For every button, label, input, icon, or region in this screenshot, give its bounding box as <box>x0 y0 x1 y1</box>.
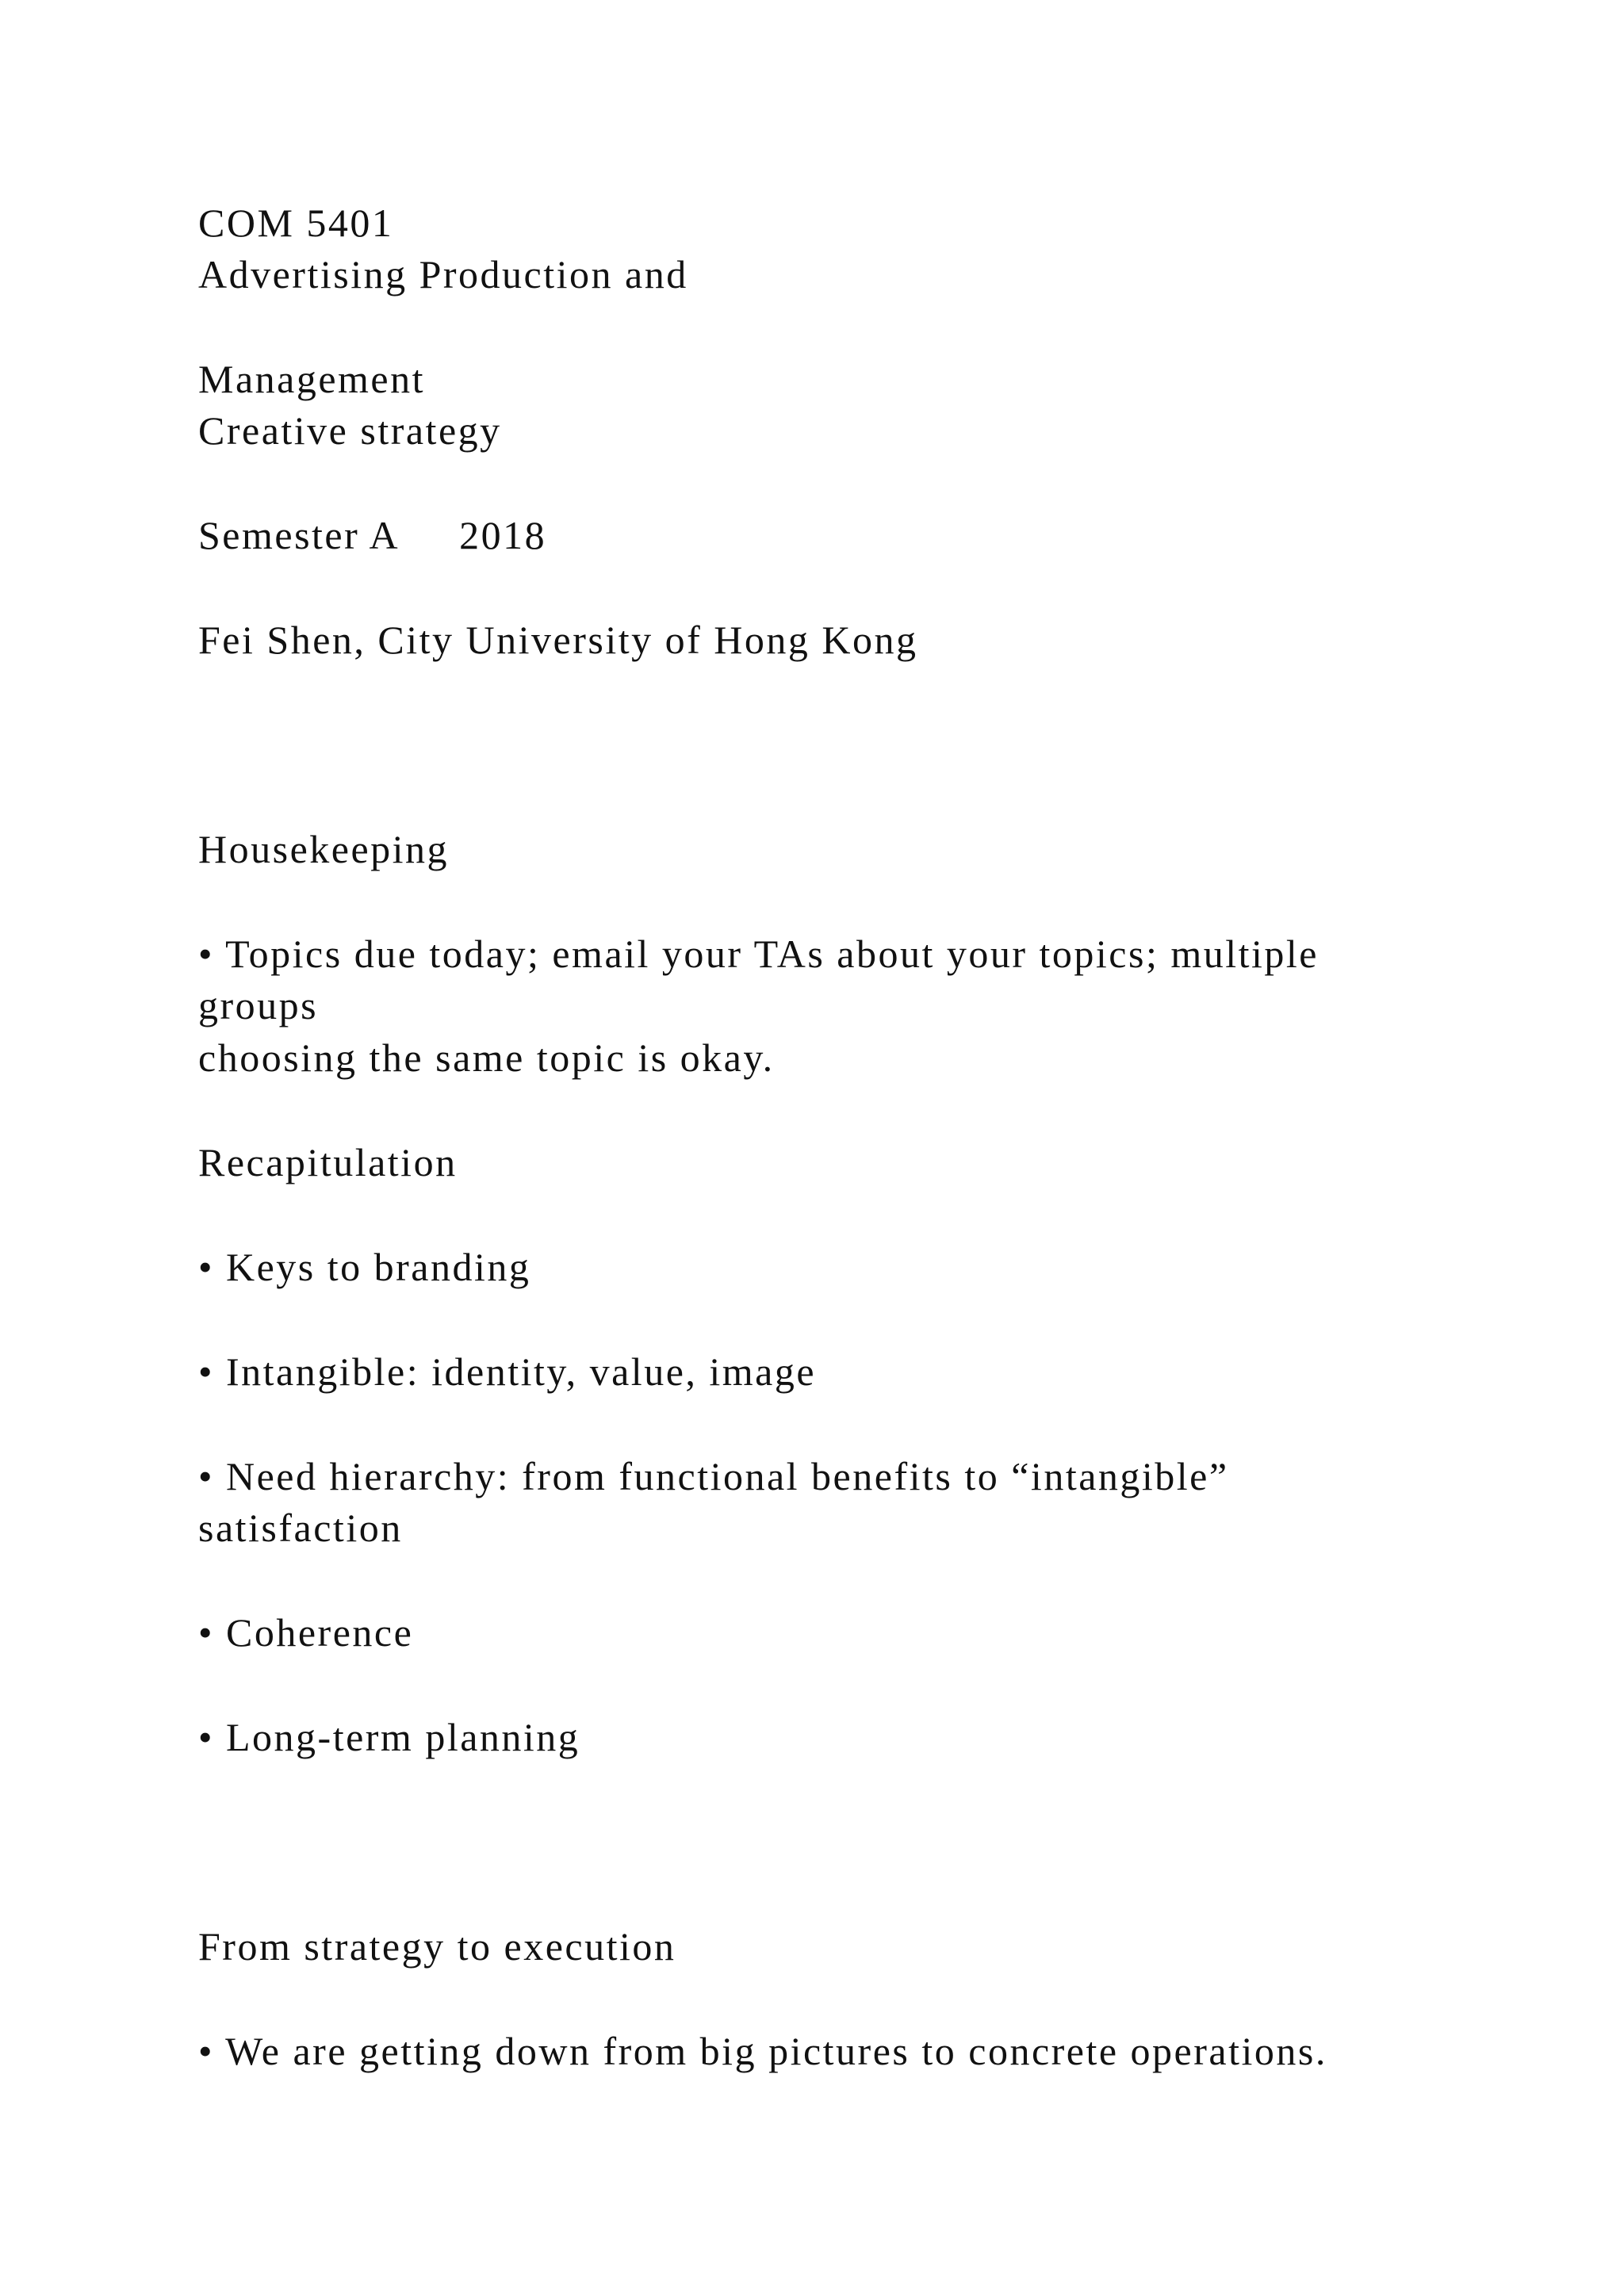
recap-bullet-2: • Intangible: identity, value, image <box>198 1349 817 1394</box>
housekeeping-bullet-1-line-3: choosing the same topic is okay. <box>198 1035 775 1080</box>
housekeeping-heading: Housekeeping <box>198 827 450 871</box>
semester: Semester A 2018 <box>198 513 547 557</box>
recap-bullet-3-line-1: • Need hierarchy: from functional benefits to “intangible” <box>198 1454 1229 1498</box>
author: Fei Shen, City University of Hong Kong <box>198 618 918 662</box>
course-code: COM 5401 <box>198 201 394 245</box>
recap-bullet-5: • Long-term planning <box>198 1715 580 1759</box>
lecture-topic: Creative strategy <box>198 408 502 453</box>
course-name-line-1: Advertising Production and <box>198 252 688 297</box>
housekeeping-bullet-1-line-1: • Topics due today; email your TAs about your topics; multiple <box>198 932 1319 976</box>
recap-bullet-3-line-2: satisfaction <box>198 1506 403 1550</box>
strategy-heading: From strategy to execution <box>198 1924 676 1969</box>
recap-bullet-4: • Coherence <box>198 1610 414 1655</box>
recap-bullet-1: • Keys to branding <box>198 1245 531 1289</box>
course-name-line-2: Management <box>198 357 426 401</box>
strategy-bullet-1: • We are getting down from big pictures to concrete operations. <box>198 2029 1327 2073</box>
recapitulation-heading: Recapitulation <box>198 1140 458 1184</box>
housekeeping-bullet-1-line-2: groups <box>198 983 319 1027</box>
